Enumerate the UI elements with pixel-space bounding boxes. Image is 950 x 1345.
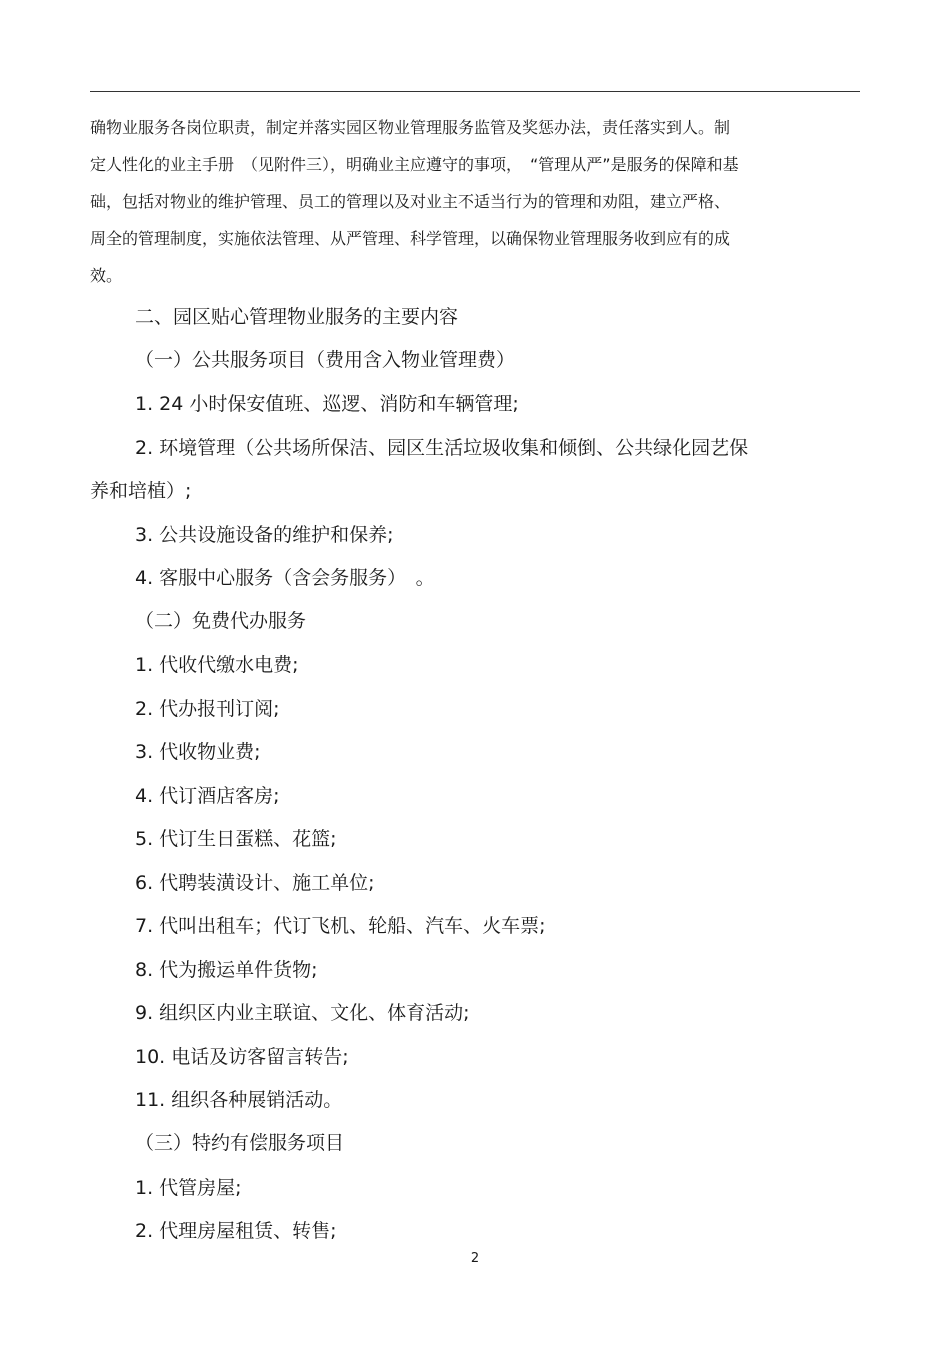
page-number: 2 xyxy=(470,1251,480,1266)
free-item-9: 9. 组织区内业主联谊、文化、体育活动; xyxy=(135,1002,470,1024)
intro-line-1: 确物业服务各岗位职责，制定并落实园区物业管理服务监管及奖惩办法，责任落实到人。制 xyxy=(90,118,731,137)
public-item-1: 1. 24 小时保安值班、巡逻、消防和车辆管理; xyxy=(135,393,519,415)
public-item-3: 3. 公共设施设备的维护和保养; xyxy=(135,524,394,546)
paid-services-heading: （三）特约有偿服务项目 xyxy=(135,1132,345,1154)
section-heading: 二、园区贴心管理物业服务的主要内容 xyxy=(135,306,459,328)
intro-line-2: 定人性化的业主手册 （见附件三），明确业主应遵守的事项， “管理从严”是服务的保障和基 xyxy=(90,155,739,174)
free-item-1: 1. 代收代缴水电费; xyxy=(135,654,299,676)
public-item-2-line-1: 2. 环境管理（公共场所保洁、园区生活垃圾收集和倾倒、公共绿化园艺保 xyxy=(135,437,749,459)
free-item-2: 2. 代办报刊订阅; xyxy=(135,698,280,720)
free-item-3: 3. 代收物业费; xyxy=(135,741,261,763)
free-item-7: 7. 代叫出租车；代订飞机、轮船、汽车、火车票; xyxy=(135,915,546,937)
paid-item-1: 1. 代管房屋; xyxy=(135,1177,242,1199)
header-rule xyxy=(90,91,860,92)
free-item-10: 10. 电话及访客留言转告; xyxy=(135,1046,349,1068)
free-item-8: 8. 代为搬运单件货物; xyxy=(135,959,318,981)
free-item-5: 5. 代订生日蛋糕、花篮; xyxy=(135,828,337,850)
paid-item-2: 2. 代理房屋租赁、转售; xyxy=(135,1220,337,1242)
intro-line-3: 础，包括对物业的维护管理、员工的管理以及对业主不适当行为的管理和劝阻，建立严格、 xyxy=(90,192,731,211)
free-services-heading: （二）免费代办服务 xyxy=(135,610,307,632)
public-item-4: 4. 客服中心服务（含会务服务） 。 xyxy=(135,567,435,589)
public-services-heading: （一）公共服务项目（费用含入物业管理费） xyxy=(135,349,516,371)
intro-line-4: 周全的管理制度，实施依法管理、从严管理、科学管理，以确保物业管理服务收到应有的成 xyxy=(90,229,731,248)
free-item-6: 6. 代聘装潢设计、施工单位; xyxy=(135,872,375,894)
intro-line-5: 效。 xyxy=(90,266,123,285)
free-item-4: 4. 代订酒店客房; xyxy=(135,785,280,807)
public-item-2-line-2: 养和培植）; xyxy=(90,480,192,502)
free-item-11: 11. 组织各种展销活动。 xyxy=(135,1089,343,1111)
